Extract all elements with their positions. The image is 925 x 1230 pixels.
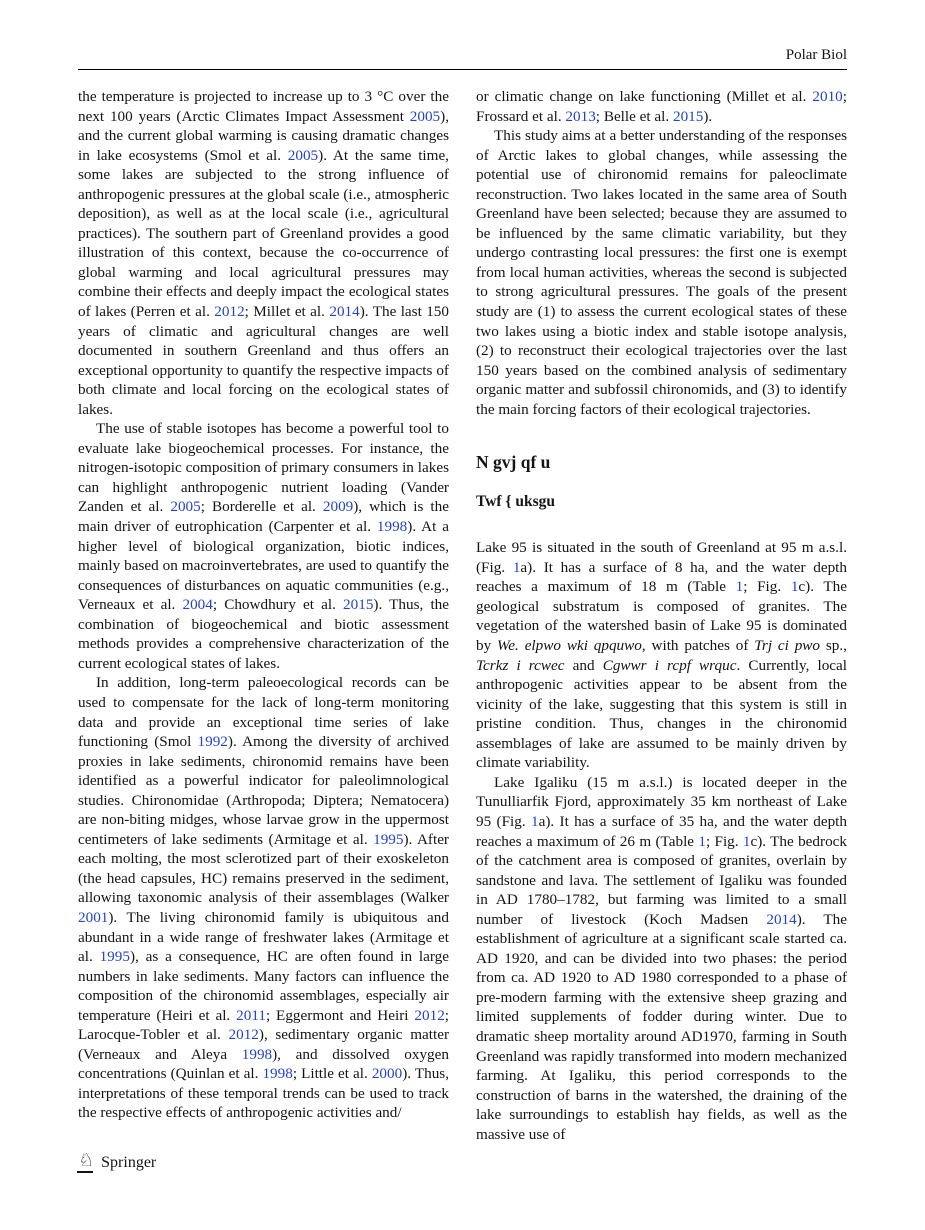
citation-link[interactable]: 2014 bbox=[766, 910, 797, 928]
paragraph-intro-continued: the temperature is projected to increase up to 3 °C over the next 100 years (Arctic Climates Impact Assessment 2005), and the current global warming is causing dramatic changes in lake ecosystems (Smol et al. 2005). At the same time, some lakes are subjected to the strong influence of anthropogenic pressures at the global scale (i.e., atmospheric deposition), as well as at the local scale (i.e., agricultural practices). The southern part of Greenland provides a good illustration of this context, because the co-occurrence of global warming and local agricultural pressures may combine their effects and deeply impact the ecological states of lakes (Perren et al. 2012; Millet et al. 2014). The last 150 years of climatic and agricultural changes are well documented in southern Greenland and thus offers an exceptional opportunity to quantify the respective impacts of both climate and local forcing on the ecological states of lakes. bbox=[78, 88, 449, 418]
citation-link[interactable]: 2013 bbox=[565, 107, 596, 125]
journal-title: Polar Biol bbox=[785, 47, 847, 63]
citation-link[interactable]: 2015 bbox=[343, 596, 374, 614]
citation-link[interactable]: 2004 bbox=[182, 596, 213, 614]
species-name: Cgwwr i rcpf wrquc bbox=[602, 656, 737, 674]
citation-link[interactable]: 2012 bbox=[228, 1026, 259, 1044]
citation-link[interactable]: 2014 bbox=[329, 303, 360, 321]
citation-link[interactable]: 2012 bbox=[414, 1006, 445, 1024]
paragraph-citation-continued: or climatic change on lake functioning (Millet et al. 2010; Frossard et al. 2013; Belle et al. 2015). bbox=[476, 88, 847, 125]
citation-link[interactable]: 1 bbox=[790, 578, 799, 596]
citation-link[interactable]: 1995 bbox=[99, 948, 130, 966]
citation-link[interactable]: 2005 bbox=[170, 498, 201, 516]
species-name: Tcrkz i rcwec bbox=[476, 656, 565, 674]
section-heading-methods: N gvj qf u bbox=[476, 452, 551, 473]
springer-knight-logo-icon: ♘ bbox=[77, 1150, 96, 1171]
subsection-heading-study-sites: Twf { uksgu bbox=[476, 493, 556, 511]
citation-link[interactable]: 2005 bbox=[287, 146, 319, 164]
citation-link[interactable]: 1998 bbox=[376, 518, 408, 536]
paragraph-lake-igaliku: Lake Igaliku (15 m a.s.l.) is located deeper in the Tunulliarfik Fjord, approximately 35 km northeast of Lake 95 (Fig. 1a). It has a surface of 35 ha, and the water depth reaches a maximum of 26 m (Table 1; Fig. 1c). The bedrock of the catchment area is composed of granites, overlain by sandstone and lava. The settlement of Igaliku was founded in AD 1780–1782, but farming was limited to a small number of livestock (Koch Madsen 2014). The establishment of agriculture at a significant scale started ca. AD 1920, and can be divided into two phases: the period from ca. AD 1920 to AD 1980 corresponded to a phase of pre-modern farming with the extensive sheep grazing and limited supplements of fodder during winter. Due to dramatic sheep mortality around AD1970, farming in South Greenland was rapidly transformed into modern mechanized farming. At Igaliku, this period corresponds to the construction of barns in the watershed, the draining of the lake surroundings to establish hay fields, as well as the massive use of bbox=[476, 773, 848, 1143]
citation-link[interactable]: 2009 bbox=[322, 498, 354, 516]
paragraph-lake-95: Lake 95 is situated in the south of Greenland at 95 m a.s.l. (Fig. 1a). It has a surface of 8 ha, and the water depth reaches a maximum of 18 m (Table 1; Fig. 1c). The geological substratum is composed of granites. The vegetation of the watershed basin of Lake 95 is dominated by We. elpwo wki qpquwo, with patches of Trj ci pwo sp., Tcrkz i rcwec and Cgwwr i rcpf wrquc. Currently, local anthropogenic activities appear to be absent from the vicinity of the lake, suggesting that this system is still in pristine condition. Thus, changes in the chironomid assemblages of lake are assumed to be mainly driven by climate variability. bbox=[476, 539, 848, 772]
citation-link[interactable]: 1 bbox=[698, 832, 706, 850]
citation-link[interactable]: 1 bbox=[531, 812, 539, 830]
citation-link[interactable]: 1 bbox=[512, 558, 521, 576]
species-name: We. elpwo wki qpquwo bbox=[497, 637, 642, 655]
paragraph-study-aims: This study aims at a better understanding of the responses of Arctic lakes to global changes, while assessing the potential use of chironomid remains for paleoclimate reconstruction. Two lakes located in the same area of South Greenland have been selected; because they are assumed to be influenced by the same climatic variability, but they undergo contrasting local pressures: the first one is exempt from local human activities, whereas the second is subjected to strong agricultural pressures. The goals of the present study are (1) to assess the current ecological states of these two lakes using a biotic index and stable isotope analysis, (2) to reconstruct their ecological trajectories over the last 150 years based on the combined analysis of sedimentary organic matter and subfossil chironomids, and (3) to identify the main forcing factors of their ecological trajectories. bbox=[476, 127, 847, 418]
citation-link[interactable]: 1 bbox=[735, 578, 744, 596]
citation-link[interactable]: 1 bbox=[742, 832, 751, 850]
citation-link[interactable]: 2005 bbox=[409, 107, 441, 125]
running-head bbox=[78, 47, 847, 64]
citation-link[interactable]: 2001 bbox=[78, 908, 109, 926]
citation-link[interactable]: 2011 bbox=[236, 1006, 266, 1024]
publisher-footer bbox=[78, 1152, 156, 1173]
right-column bbox=[476, 87, 847, 1144]
citation-link[interactable]: 2000 bbox=[371, 1065, 403, 1083]
header-rule bbox=[78, 69, 847, 70]
citation-link[interactable]: 1995 bbox=[373, 830, 404, 848]
article-body bbox=[78, 87, 847, 1144]
paragraph-paleoecological-records: In addition, long-term paleoecological records can be used to compensate for the lack of long-term monitoring data and provide an exceptional time series of lake functioning (Smol 1992). Among the diversity of archived proxies in lake sediments, chironomid remains have been identified as a powerful indicator for paleolimnological studies. Chironomidae (Arthropoda; Diptera; Nematocera) are non-biting midges, whose larvae grow in the uppermost centimeters of lake sediments (Armitage et al. 1995). After each molting, the most sclerotized part of their exoskeleton (the head capsules, HC) remains preserved in the sediment, allowing taxonomic analysis of their assemblages (Walker 2001). The living chironomid family is ubiquitous and abundant in a wide range of freshwater lakes (Armitage et al. 1995), as a consequence, HC are often found in large numbers in lake sediments. Many factors can influence the composition of the chironomid assemblages, especially air temperature (Heiri et al. 2011; Eggermont and Heiri 2012; Larocque-Tobler et al. 2012), sedimentary organic matter (Verneaux and Aleya 1998), and dissolved oxygen concentrations (Quinlan et al. 1998; Little et al. 2000). Thus, interpretations of these temporal trends can be used to track the respective effects of anthropogenic activities and/ bbox=[78, 674, 450, 1122]
paragraph-stable-isotopes: The use of stable isotopes has become a powerful tool to evaluate lake biogeochemical processes. For instance, the nitrogen-isotopic composition of primary consumers in lakes can highlight anthropogenic nutrient loading (Vander Zanden et al. 2005; Borderelle et al. 2009), which is the main driver of eutrophication (Carpenter et al. 1998). At a higher level of biological organization, biotic indices, mainly based on macroinvertebrates, are used to quantify the consequences of disturbances on aquatic communities (e.g., Verneaux et al. 2004; Chowdhury et al. 2015). Thus, the combination of biogeochemical and biotic assessment methods provides a comprehensive characterization of the current ecological states of lakes. bbox=[78, 420, 449, 672]
left-column bbox=[78, 87, 449, 1144]
citation-link[interactable]: 2015 bbox=[672, 107, 704, 125]
species-name: Trj ci pwo bbox=[754, 637, 821, 655]
citation-link[interactable]: 2010 bbox=[812, 88, 843, 105]
citation-link[interactable]: 1998 bbox=[262, 1065, 293, 1083]
citation-link[interactable]: 2012 bbox=[214, 303, 245, 321]
citation-link[interactable]: 1992 bbox=[197, 733, 228, 751]
citation-link[interactable]: 1998 bbox=[241, 1045, 273, 1063]
publisher-name: Springer bbox=[101, 1153, 157, 1171]
